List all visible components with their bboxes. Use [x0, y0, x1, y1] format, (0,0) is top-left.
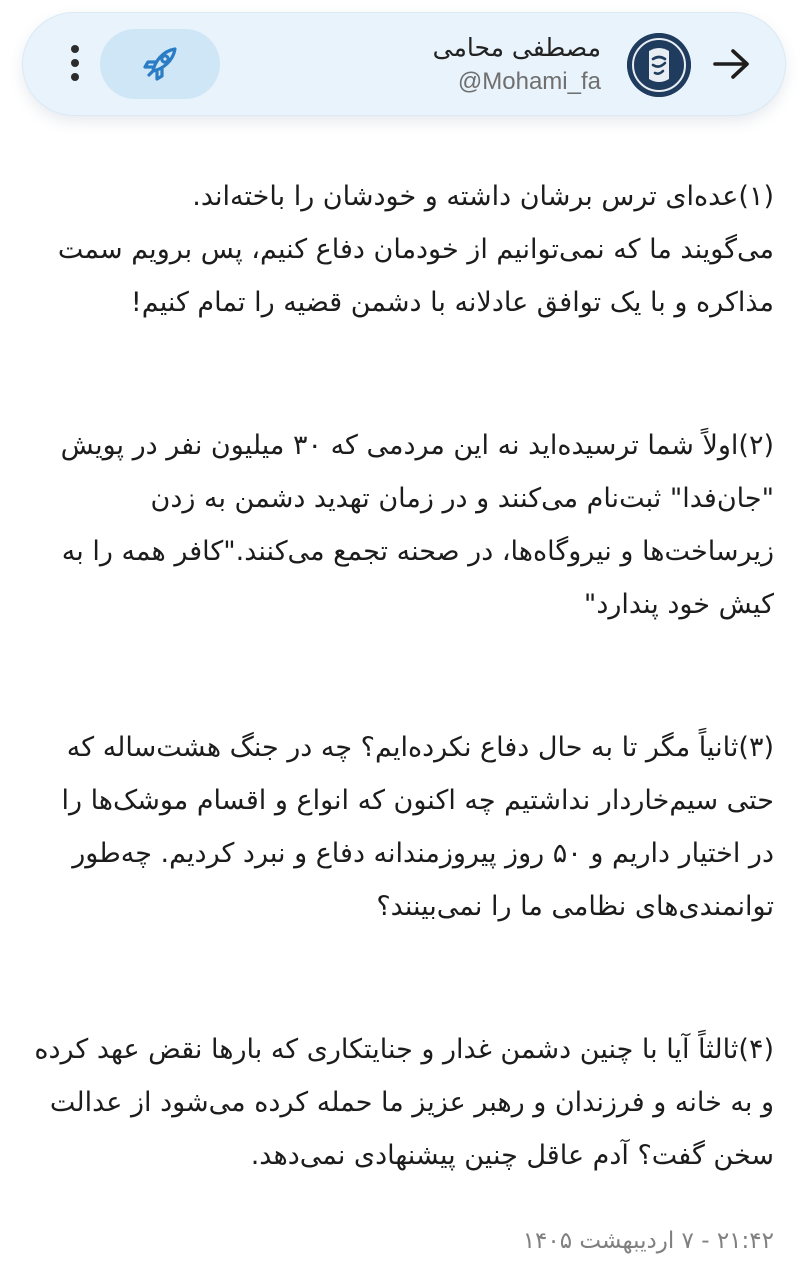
- more-vertical-icon: [69, 43, 81, 83]
- post-timestamp: ۲۱:۴۲ - ۷ اردیبهشت ۱۴۰۵: [522, 1228, 774, 1254]
- arrow-right-icon: [712, 47, 752, 81]
- more-options-button[interactable]: [59, 39, 91, 87]
- display-name: مصطفی محامی: [432, 33, 601, 62]
- post-paragraph-1: (۱)عده‌ای ترس برشان داشته و خودشان را باخته‌اند. می‌گویند ما که نمی‌توانیم از خودمان دفاع کنیم، پس برویم سمت مذاکره و با یک توافق عادلانه با دشمن قضیه را تمام کنیم!: [57, 181, 774, 318]
- rocket-icon: [139, 43, 181, 85]
- profile-header: [22, 12, 786, 116]
- author-info[interactable]: [433, 31, 601, 99]
- user-handle: @Mohami_fa: [457, 68, 601, 95]
- post-paragraph-3: (۳)ثانیاً مگر تا به حال دفاع نکرده‌ایم؟ چه در جنگ هشت‌ساله که حتی سیم‌خاردار نداشتیم چه اکنون که انواع و اقسام موشک‌ها را در اختیار داریم و ۵۰ روز پیروزمندانه دفاع و نبرد کردیم. چه‌طور توانمندی‌های نظامی ما را نمی‌بینند؟: [61, 732, 774, 922]
- avatar[interactable]: [627, 33, 691, 97]
- post-body: [34, 170, 774, 1182]
- avatar-logo-icon: [627, 33, 691, 97]
- post-paragraph-4: (۴)ثالثاً آیا با چنین دشمن غدار و جنایتکاری که بارها نقض عهد کرده و به خانه و فرزندان و رهبر عزیز ما حمله کرده می‌شود از عدالت سخن گفت؟ آدم عاقل چنین پیشنهادی نمی‌دهد.: [34, 1034, 774, 1171]
- back-button[interactable]: [709, 41, 755, 87]
- post-paragraph-2: (۲)اولاً شما ترسیده‌اید نه این مردمی که ۳۰ میلیون نفر در پویش "جان‌فدا" ثبت‌نام می‌کنند و در زمان تهدید دشمن به زدن زیرساخت‌ها و نیروگاه‌ها، در صحنه تجمع می‌کنند."کافر همه را به کیش خود پندارد": [60, 430, 774, 620]
- boost-button[interactable]: [100, 29, 220, 99]
